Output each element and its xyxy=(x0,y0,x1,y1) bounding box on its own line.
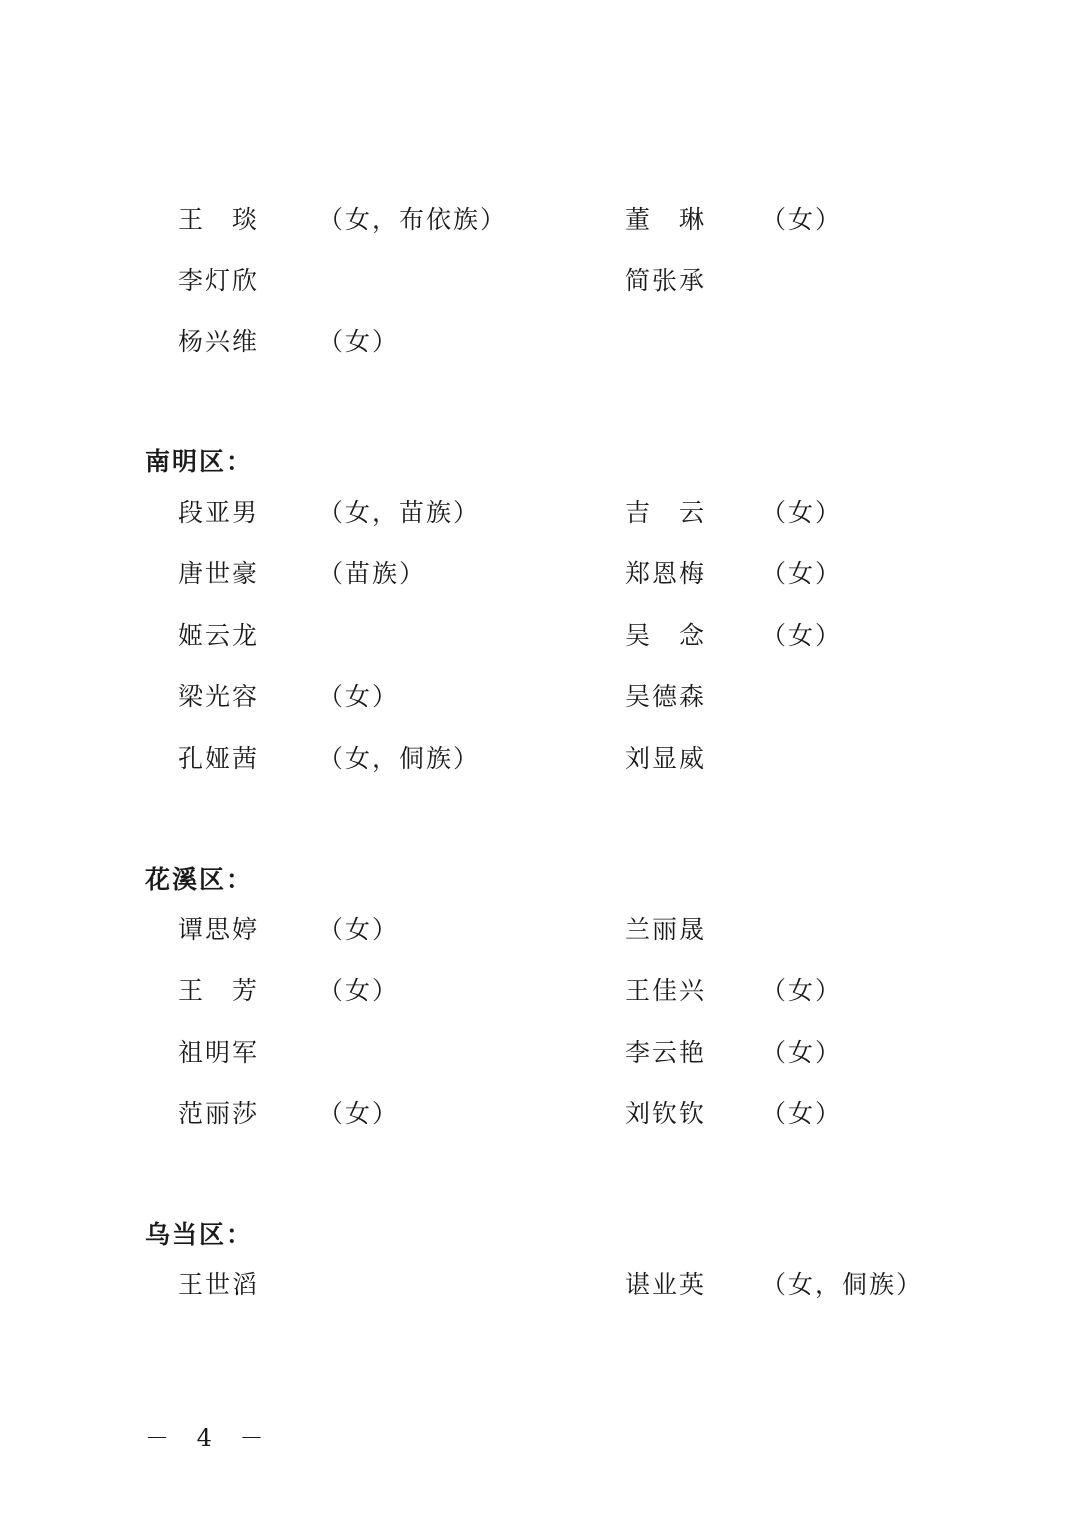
person-note: （女） xyxy=(761,621,843,650)
person-name: 孔娅茜 xyxy=(178,744,260,773)
person-name: 刘显威 xyxy=(625,744,707,773)
person-name: 李灯欣 xyxy=(178,266,260,295)
person-note: （女） xyxy=(761,559,843,588)
person-name: 段亚男 xyxy=(178,498,260,527)
person-name: 王佳兴 xyxy=(625,976,707,1005)
person-name: 范丽莎 xyxy=(178,1099,260,1128)
person-note: （女，苗族） xyxy=(318,498,481,527)
person-name: 梁光容 xyxy=(178,682,260,711)
person-note: （女） xyxy=(318,976,400,1005)
person-note: （女，布依族） xyxy=(318,205,508,234)
person-note: （女） xyxy=(761,1099,843,1128)
person-name: 刘钦钦 xyxy=(625,1099,707,1128)
person-note: （女，侗族） xyxy=(761,1270,924,1299)
person-name: 谭思婷 xyxy=(178,915,260,944)
person-name: 郑恩梅 xyxy=(625,559,707,588)
person-name: 王世滔 xyxy=(178,1270,260,1299)
person-name: 李云艳 xyxy=(625,1038,707,1067)
person-note: （女） xyxy=(318,915,400,944)
person-name: 姬云龙 xyxy=(178,621,260,650)
person-note: （女） xyxy=(761,498,843,527)
person-note: （女） xyxy=(761,976,843,1005)
person-name: 谌业英 xyxy=(625,1270,707,1299)
section-title-wudang: 乌当区： xyxy=(145,1220,254,1249)
person-name: 吴 念 xyxy=(625,621,707,650)
person-name: 兰丽晟 xyxy=(625,915,707,944)
person-note: （女） xyxy=(761,1038,843,1067)
person-name: 吉 云 xyxy=(625,498,707,527)
person-name: 唐世豪 xyxy=(178,559,260,588)
section-title-nanming: 南明区： xyxy=(145,447,254,476)
section-title-huaxi: 花溪区： xyxy=(145,865,254,894)
person-note: （苗族） xyxy=(318,559,427,588)
person-note: （女） xyxy=(318,682,400,711)
person-name: 王 芳 xyxy=(178,976,260,1005)
person-name: 杨兴维 xyxy=(178,327,260,356)
person-note: （女） xyxy=(318,327,400,356)
person-note: （女） xyxy=(761,205,843,234)
person-note: （女） xyxy=(318,1099,400,1128)
person-name: 祖明军 xyxy=(178,1038,260,1067)
person-note: （女，侗族） xyxy=(318,744,481,773)
person-name: 董 琳 xyxy=(625,205,707,234)
page-number: － 4 － xyxy=(145,1424,274,1452)
person-name: 王 琰 xyxy=(178,205,260,234)
person-name: 简张承 xyxy=(625,266,707,295)
person-name: 吴德森 xyxy=(625,682,707,711)
